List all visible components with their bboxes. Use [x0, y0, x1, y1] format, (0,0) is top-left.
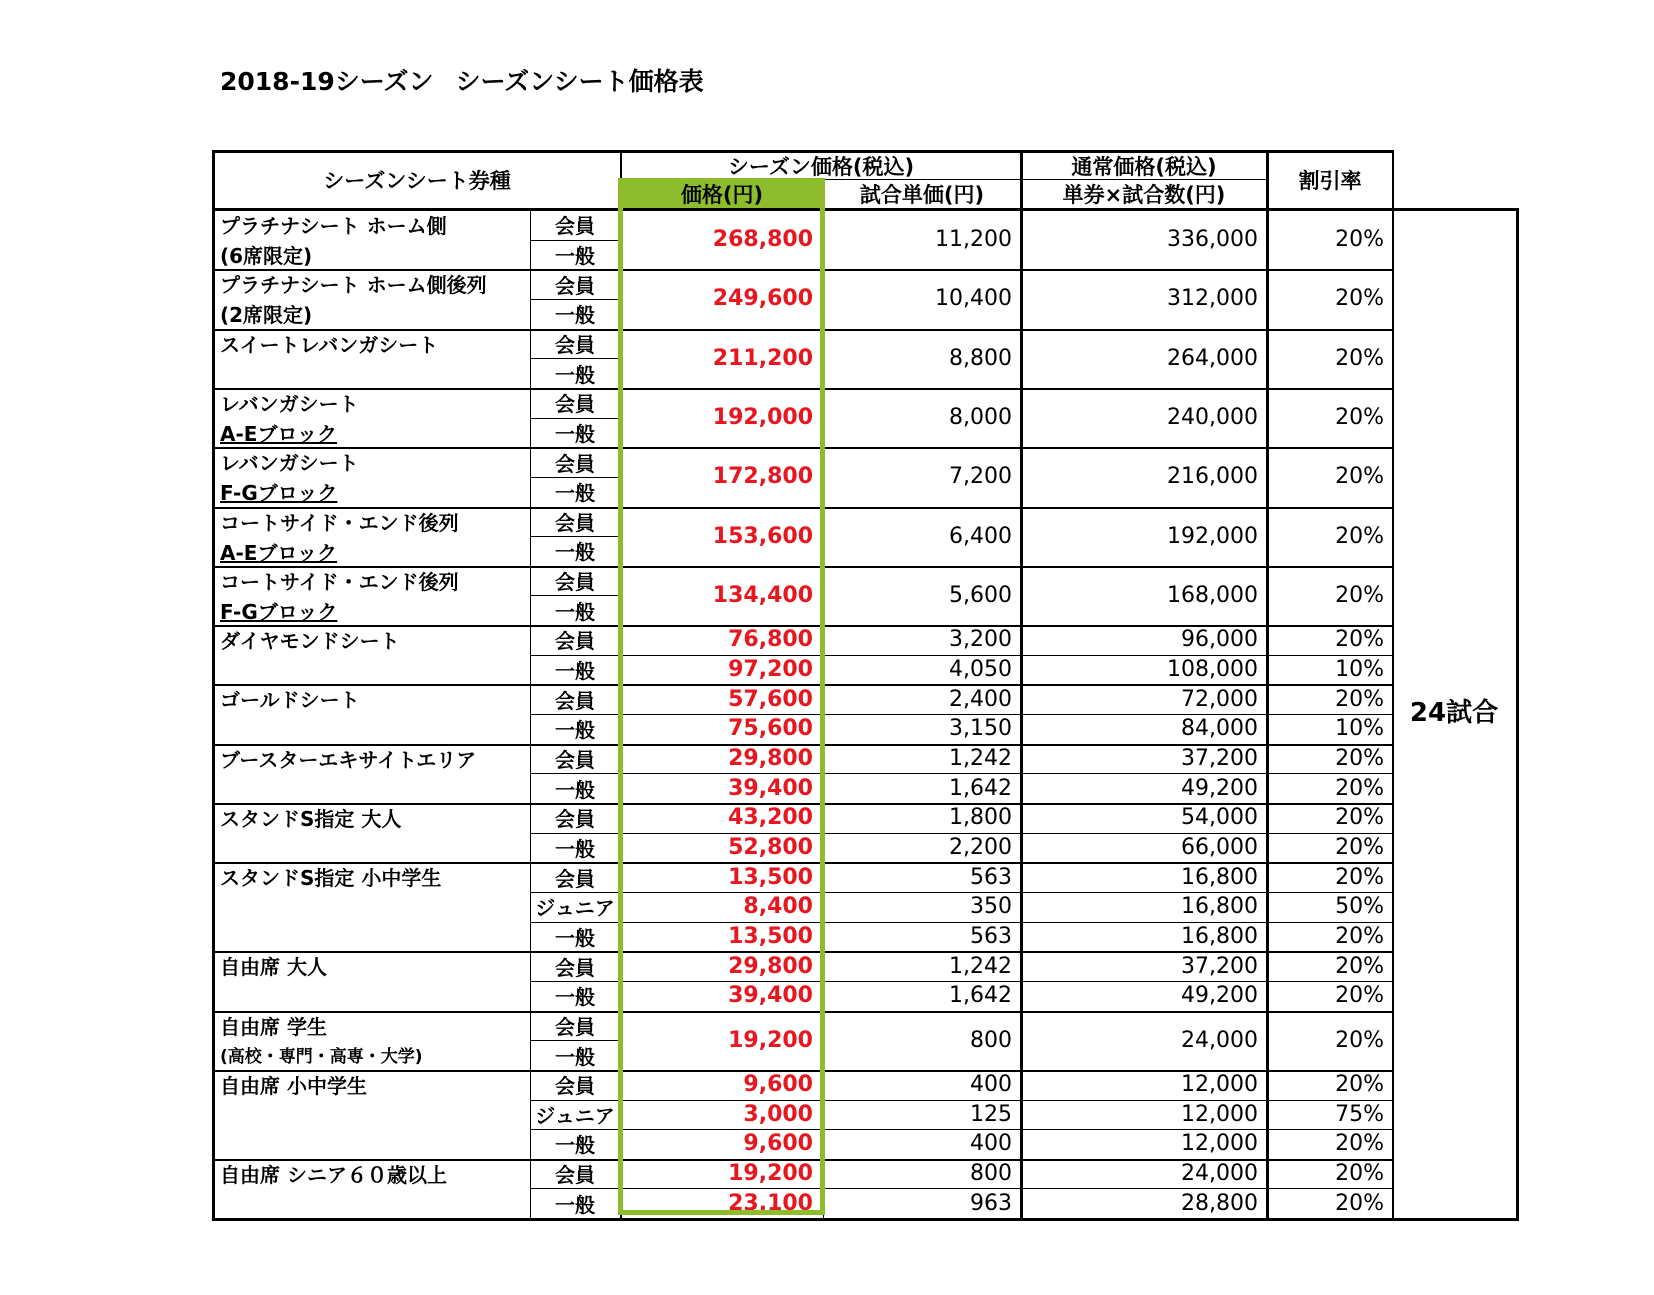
season-price: 211,200: [712, 345, 813, 371]
grid-line: [530, 536, 620, 537]
per-game-price: 1,242: [949, 746, 1012, 771]
grid-line: [823, 180, 824, 1221]
grid-line: [212, 507, 1392, 509]
per-game-price: 8,000: [949, 405, 1012, 431]
header-seat-type: シーズンシート券種: [323, 169, 511, 193]
grid-line: [620, 922, 1392, 923]
per-game-price: 2,400: [949, 686, 1012, 712]
per-game-price: 125: [970, 1101, 1012, 1127]
member-type: 一般: [555, 421, 595, 446]
title-season: 2018-19シーズン: [220, 67, 434, 96]
seat-type-name: [214, 1070, 528, 1159]
normal-price: 192,000: [1167, 523, 1258, 549]
per-game-price: 8,800: [949, 345, 1012, 371]
member-type: 会員: [555, 273, 595, 298]
discount-rate: 20%: [1335, 983, 1384, 1009]
member-type: 会員: [555, 1074, 595, 1099]
discount-rate: 20%: [1335, 345, 1384, 371]
season-price: 19,200: [728, 1161, 813, 1187]
header-price: 価格(円): [680, 183, 764, 207]
normal-price: 168,000: [1167, 582, 1258, 608]
grid-line: [620, 714, 1392, 715]
seat-type-name: [214, 951, 528, 1010]
grid-line: [530, 1040, 620, 1041]
member-type: 会員: [555, 392, 595, 417]
grid-line: [212, 744, 1392, 746]
grid-line: [530, 1129, 620, 1130]
per-game-price: 1,642: [949, 775, 1012, 801]
seat-type-line: ゴールドシート: [220, 688, 360, 713]
seat-type-line: 自由席 学生: [220, 1014, 327, 1039]
normal-price: 72,000: [1181, 686, 1258, 712]
member-type: 会員: [555, 451, 595, 476]
grid-line: [618, 179, 1266, 180]
grid-line: [620, 1129, 1392, 1130]
grid-line: [620, 981, 1392, 982]
grid-line: [530, 714, 620, 715]
per-game-price: 800: [970, 1027, 1012, 1053]
per-game-price: 4,050: [949, 657, 1012, 683]
per-game-price: 11,200: [935, 227, 1012, 253]
seat-type-line: 自由席 大人: [220, 955, 327, 980]
seat-type-name: [214, 210, 528, 269]
member-type: 一般: [555, 985, 595, 1010]
grid-line: [620, 773, 1392, 774]
normal-price: 24,000: [1181, 1027, 1258, 1053]
seat-type-name: [214, 684, 528, 743]
grid-line: [1516, 208, 1519, 1221]
seat-type-line: プラチナシート ホーム側: [220, 214, 447, 238]
member-type: 一般: [555, 540, 595, 565]
grid-line: [212, 447, 1392, 449]
grid-line: [530, 981, 620, 982]
seat-type-name: [214, 1159, 528, 1218]
games-count: 24試合: [1409, 697, 1499, 728]
normal-price: 240,000: [1167, 405, 1258, 431]
grid-line: [620, 833, 1392, 834]
normal-price: 37,200: [1181, 746, 1258, 771]
season-price: 9,600: [743, 1072, 813, 1098]
season-price: 153,600: [712, 523, 813, 549]
season-price: 172,800: [712, 464, 813, 490]
per-game-price: 400: [970, 1072, 1012, 1098]
seat-type-line: プラチナシート ホーム側後列: [220, 273, 487, 298]
season-price: 8,400: [743, 894, 813, 920]
season-price: 39,400: [728, 775, 813, 801]
per-game-price: 3,200: [949, 627, 1012, 653]
grid-line: [212, 150, 1392, 153]
seat-type-name: [214, 566, 528, 625]
normal-price: 216,000: [1167, 464, 1258, 490]
grid-line: [530, 477, 620, 478]
discount-rate: 20%: [1335, 1131, 1384, 1157]
seat-type-line: A-Eブロック: [220, 540, 338, 565]
grid-line: [212, 269, 1392, 271]
grid-line: [530, 358, 620, 359]
discount-rate: 20%: [1335, 746, 1384, 771]
discount-rate: 20%: [1335, 834, 1384, 860]
per-game-price: 563: [970, 923, 1012, 949]
member-type: 一般: [555, 243, 595, 268]
grid-line: [212, 150, 215, 1221]
per-game-price: 7,200: [949, 464, 1012, 490]
season-price: 75,600: [728, 716, 813, 742]
member-type: 会員: [555, 866, 595, 891]
discount-rate: 20%: [1335, 1161, 1384, 1187]
member-type: 一般: [555, 362, 595, 387]
normal-price: 264,000: [1167, 345, 1258, 371]
normal-price: 108,000: [1167, 657, 1258, 683]
discount-rate: 20%: [1335, 1190, 1384, 1216]
season-price: 268,800: [712, 227, 813, 253]
normal-price: 37,200: [1181, 953, 1258, 979]
seat-type-line: スタンドS指定 大人: [220, 807, 402, 831]
season-price: 249,600: [712, 286, 813, 312]
per-game-price: 3,150: [949, 716, 1012, 742]
per-game-price: 400: [970, 1131, 1012, 1157]
seat-type-line: (高校・専門・高専・大学): [220, 1046, 423, 1067]
member-type: ジュニア: [535, 1103, 615, 1128]
normal-price: 84,000: [1181, 716, 1258, 742]
member-type: 一般: [555, 925, 595, 950]
grid-line: [620, 1188, 1392, 1189]
discount-rate: 20%: [1335, 627, 1384, 653]
member-type: 一般: [555, 481, 595, 506]
grid-line: [530, 892, 620, 893]
normal-price: 12,000: [1181, 1101, 1258, 1127]
season-price: 3,000: [743, 1101, 813, 1127]
member-type: ジュニア: [535, 896, 615, 921]
normal-price: 16,800: [1181, 864, 1258, 890]
seat-type-line: スイートレバンガシート: [220, 332, 439, 357]
discount-rate: 20%: [1335, 1027, 1384, 1053]
normal-price: 24,000: [1181, 1161, 1258, 1187]
normal-price: 12,000: [1181, 1131, 1258, 1157]
discount-rate: 20%: [1335, 864, 1384, 890]
normal-price: 49,200: [1181, 775, 1258, 801]
seat-type-line: コートサイド・エンド後列: [220, 569, 459, 594]
grid-line: [530, 208, 531, 1221]
seat-type-line: レバンガシート: [220, 451, 359, 476]
grid-line: [212, 1159, 1392, 1161]
discount-rate: 20%: [1335, 227, 1384, 253]
seat-type-line: コートサイド・エンド後列: [220, 510, 459, 535]
member-type: 会員: [555, 748, 595, 772]
per-game-price: 563: [970, 864, 1012, 890]
grid-line: [212, 388, 1392, 390]
season-price: 9,600: [743, 1131, 813, 1157]
seat-type-line: 自由席 小中学生: [220, 1073, 367, 1098]
normal-price: 16,800: [1181, 923, 1258, 949]
seat-type-line: レバンガシート: [220, 391, 359, 416]
grid-line: [530, 299, 620, 300]
discount-rate: 20%: [1335, 464, 1384, 490]
grid-line: [530, 773, 620, 774]
member-type: 一般: [555, 836, 595, 861]
grid-line: [530, 922, 620, 923]
grid-line: [530, 655, 620, 656]
season-price: 29,800: [728, 746, 813, 771]
seat-type-name: [214, 803, 528, 862]
member-type: 一般: [555, 1133, 595, 1158]
season-price: 13,500: [728, 923, 813, 949]
normal-price: 28,800: [1181, 1190, 1258, 1216]
season-price: 43,200: [728, 805, 813, 831]
title-table: シーズンシート価格表: [455, 67, 704, 96]
season-price: 97,200: [728, 657, 813, 683]
seat-type-line: ダイヤモンドシート: [220, 629, 400, 654]
seat-type-name: [214, 447, 528, 506]
grid-line: [212, 951, 1392, 953]
member-type: 会員: [555, 510, 595, 535]
per-game-price: 2,200: [949, 834, 1012, 860]
member-type: 会員: [555, 955, 595, 980]
discount-rate: 20%: [1335, 405, 1384, 431]
per-game-price: 800: [970, 1161, 1012, 1187]
seat-type-line: スタンドS指定 小中学生: [220, 866, 442, 891]
grid-line: [1266, 150, 1269, 1221]
seat-type-line: ブースターエキサイトエリア: [220, 747, 477, 772]
member-type: 会員: [555, 214, 595, 239]
grid-line: [212, 1070, 1392, 1072]
discount-rate: 20%: [1335, 686, 1384, 712]
seat-type-line: (2席限定): [220, 303, 313, 328]
grid-line: [620, 150, 622, 1221]
member-type: 一般: [555, 303, 595, 328]
normal-price: 49,200: [1181, 983, 1258, 1009]
member-type: 会員: [555, 1014, 595, 1039]
per-game-price: 1,642: [949, 983, 1012, 1009]
member-type: 一般: [555, 599, 595, 624]
member-type: 一般: [555, 777, 595, 802]
normal-price: 66,000: [1181, 834, 1258, 860]
per-game-price: 1,800: [949, 805, 1012, 831]
member-type: 会員: [555, 332, 595, 357]
normal-price: 16,800: [1181, 894, 1258, 920]
season-price: 19,200: [728, 1027, 813, 1053]
discount-rate: 20%: [1335, 775, 1384, 801]
season-price: 13,500: [728, 864, 813, 890]
discount-rate: 20%: [1335, 1072, 1384, 1098]
member-type: 会員: [555, 807, 595, 832]
grid-line: [620, 892, 1392, 893]
seat-type-name: [214, 329, 528, 388]
discount-rate: 20%: [1335, 582, 1384, 608]
seat-type-name: [214, 744, 528, 803]
grid-line: [530, 833, 620, 834]
seat-type-line: (6席限定): [220, 244, 313, 268]
grid-line: [212, 208, 1516, 211]
season-price: 39,400: [728, 983, 813, 1009]
discount-rate: 20%: [1335, 523, 1384, 549]
grid-line: [1020, 150, 1023, 1221]
member-type: 一般: [555, 718, 595, 743]
per-game-price: 5,600: [949, 582, 1012, 608]
seat-type-name: [214, 862, 528, 951]
member-type: 一般: [555, 1044, 595, 1069]
seat-type-line: F-Gブロック: [220, 599, 338, 624]
grid-line: [530, 1188, 620, 1189]
discount-rate: 20%: [1335, 805, 1384, 831]
discount-rate: 20%: [1335, 286, 1384, 312]
per-game-price: 10,400: [935, 286, 1012, 312]
seat-type-line: A-Eブロック: [220, 421, 338, 446]
grid-line: [212, 566, 1392, 568]
discount-rate: 50%: [1335, 894, 1384, 920]
grid-line: [620, 1100, 1392, 1101]
grid-line: [212, 803, 1392, 805]
season-price: 52,800: [728, 834, 813, 860]
discount-rate: 20%: [1335, 923, 1384, 949]
season-price: 57,600: [728, 686, 813, 712]
header-season-price: シーズン価格(税込): [727, 155, 915, 179]
member-type: 会員: [555, 1163, 595, 1188]
seat-type-line: F-Gブロック: [220, 481, 338, 506]
discount-rate: 10%: [1335, 657, 1384, 683]
grid-line: [530, 1100, 620, 1101]
grid-line: [530, 240, 620, 241]
discount-rate: 10%: [1335, 716, 1384, 742]
grid-line: [212, 1011, 1392, 1013]
season-price: 23,100: [728, 1190, 813, 1216]
member-type: 会員: [555, 629, 595, 654]
header-per-game: 試合単価(円): [859, 183, 985, 207]
seat-type-line: 自由席 シニア６０歳以上: [220, 1162, 447, 1187]
grid-line: [620, 655, 1392, 656]
header-discount: 割引率: [1298, 169, 1362, 193]
seat-type-name: [214, 625, 528, 684]
normal-price: 12,000: [1181, 1072, 1258, 1098]
season-price: 76,800: [728, 627, 813, 653]
seat-type-name: [214, 507, 528, 566]
grid-line: [212, 329, 1392, 331]
grid-line: [212, 1218, 1516, 1221]
normal-price: 336,000: [1167, 227, 1258, 253]
per-game-price: 6,400: [949, 523, 1012, 549]
normal-price: 54,000: [1181, 805, 1258, 831]
header-normal-sub: 単券×試合数(円): [1062, 183, 1226, 207]
member-type: 一般: [555, 659, 595, 684]
discount-rate: 75%: [1335, 1101, 1384, 1127]
season-price: 192,000: [712, 405, 813, 431]
seat-type-name: [214, 388, 528, 447]
seat-type-name: [214, 269, 528, 328]
grid-line: [212, 684, 1392, 686]
member-type: 一般: [555, 1192, 595, 1217]
header-normal-price: 通常価格(税込): [1071, 155, 1217, 179]
season-price: 134,400: [712, 582, 813, 608]
per-game-price: 1,242: [949, 953, 1012, 979]
grid-line: [1392, 150, 1394, 1221]
normal-price: 312,000: [1167, 286, 1258, 312]
grid-line: [530, 595, 620, 596]
member-type: 会員: [555, 688, 595, 713]
per-game-price: 963: [970, 1190, 1012, 1216]
per-game-price: 350: [970, 894, 1012, 920]
member-type: 会員: [555, 570, 595, 595]
grid-line: [212, 862, 1392, 864]
discount-rate: 20%: [1335, 953, 1384, 979]
seat-type-name: [214, 1011, 528, 1070]
normal-price: 96,000: [1181, 627, 1258, 653]
grid-line: [530, 418, 620, 419]
season-price: 29,800: [728, 953, 813, 979]
grid-line: [212, 625, 1392, 627]
